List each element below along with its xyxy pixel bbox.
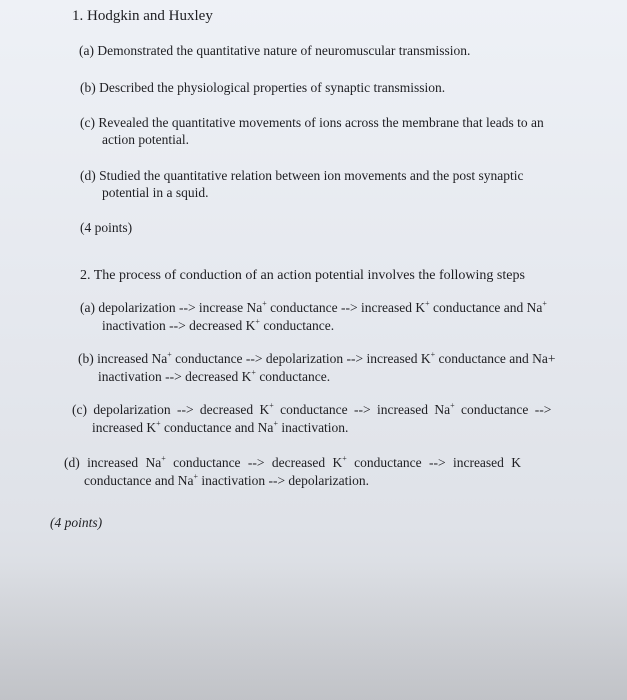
q2d-text-2: conductance --> decreased K: [165, 455, 343, 470]
q2b-text-4: inactivation --> decreased K: [98, 369, 252, 384]
question-1-option-c-line1: (c) Revealed the quantitative movements of ions across the membrane that leads to an: [80, 115, 544, 130]
question-1-option-c-line2: action potential.: [102, 132, 189, 147]
superscript-plus: +: [542, 299, 547, 308]
question-2-option-b-line1: [78, 351, 556, 367]
q2b-text-3: conductance and Na+: [435, 351, 556, 366]
superscript-plus: +: [167, 350, 172, 359]
question-2-option-c-line2: [92, 420, 348, 436]
question-2-points: (4 points): [50, 515, 103, 530]
superscript-plus: +: [156, 419, 161, 428]
question-2-title: 2. The process of conduction of an action potential involves the following steps: [80, 268, 525, 283]
superscript-plus: +: [450, 401, 455, 410]
question-2-option-a-line2: [102, 318, 334, 334]
q2a-text-2: conductance --> increased K: [266, 300, 426, 315]
q2d-text-4: conductance and Na: [84, 473, 194, 488]
superscript-plus: +: [273, 419, 278, 428]
question-1-option-d-line2: potential in a squid.: [102, 185, 209, 200]
superscript-plus: +: [161, 454, 166, 463]
q2d-text-3: conductance --> increased K: [346, 455, 522, 470]
q2c-text-5: conductance and Na: [160, 420, 274, 435]
q2c-text-1: (c) depolarization --> decreased K: [72, 402, 270, 417]
superscript-plus: +: [255, 317, 260, 326]
q2d-text-1: (d) increased Na: [64, 455, 162, 470]
question-1-option-a: (a) Demonstrated the quantitative nature of neuromuscular transmission.: [79, 43, 471, 58]
question-2-option-a-line1: [80, 300, 608, 316]
question-1-points: (4 points): [80, 220, 133, 235]
question-2-option-d-line1: [64, 455, 626, 471]
q2d-text-5: inactivation --> depolarization.: [197, 473, 370, 488]
superscript-plus: +: [193, 472, 198, 481]
q2a-text-3: conductance and Na: [429, 300, 543, 315]
question-2-option-d-line2: [84, 473, 369, 489]
superscript-plus: +: [430, 350, 436, 359]
question-1-title: 1. Hodgkin and Huxley: [72, 8, 213, 24]
question-2-option-b-line2: [98, 369, 330, 385]
q2b-text-5: conductance.: [255, 369, 331, 384]
photo-shadow: [0, 560, 627, 700]
q2c-text-4: increased K: [92, 420, 157, 435]
q2c-text-2: conductance --> increased Na: [273, 402, 451, 417]
q2a-text-1: (a) depolarization --> increase Na: [80, 300, 263, 315]
q2b-text-1: (b) increased Na: [78, 351, 168, 366]
question-1-option-b: (b) Described the physiological properties of synaptic transmission.: [80, 80, 446, 95]
q2a-text-4: inactivation --> decreased K: [102, 318, 256, 333]
superscript-plus: +: [251, 368, 256, 377]
superscript-plus: +: [262, 299, 267, 308]
superscript-plus: +: [269, 401, 274, 410]
question-1-option-d-line1: (d) Studied the quantitative relation between ion movements and the post synaptic: [80, 168, 524, 183]
q2b-text-2: conductance --> depolarization --> increased K: [171, 351, 431, 366]
superscript-plus: +: [342, 454, 347, 463]
q2a-text-5: conductance.: [259, 318, 335, 333]
q2c-text-3: conductance -->: [454, 402, 552, 417]
question-2-option-c-line1: [72, 402, 624, 418]
q2c-text-6: inactivation.: [277, 420, 349, 435]
superscript-plus: +: [425, 299, 430, 308]
